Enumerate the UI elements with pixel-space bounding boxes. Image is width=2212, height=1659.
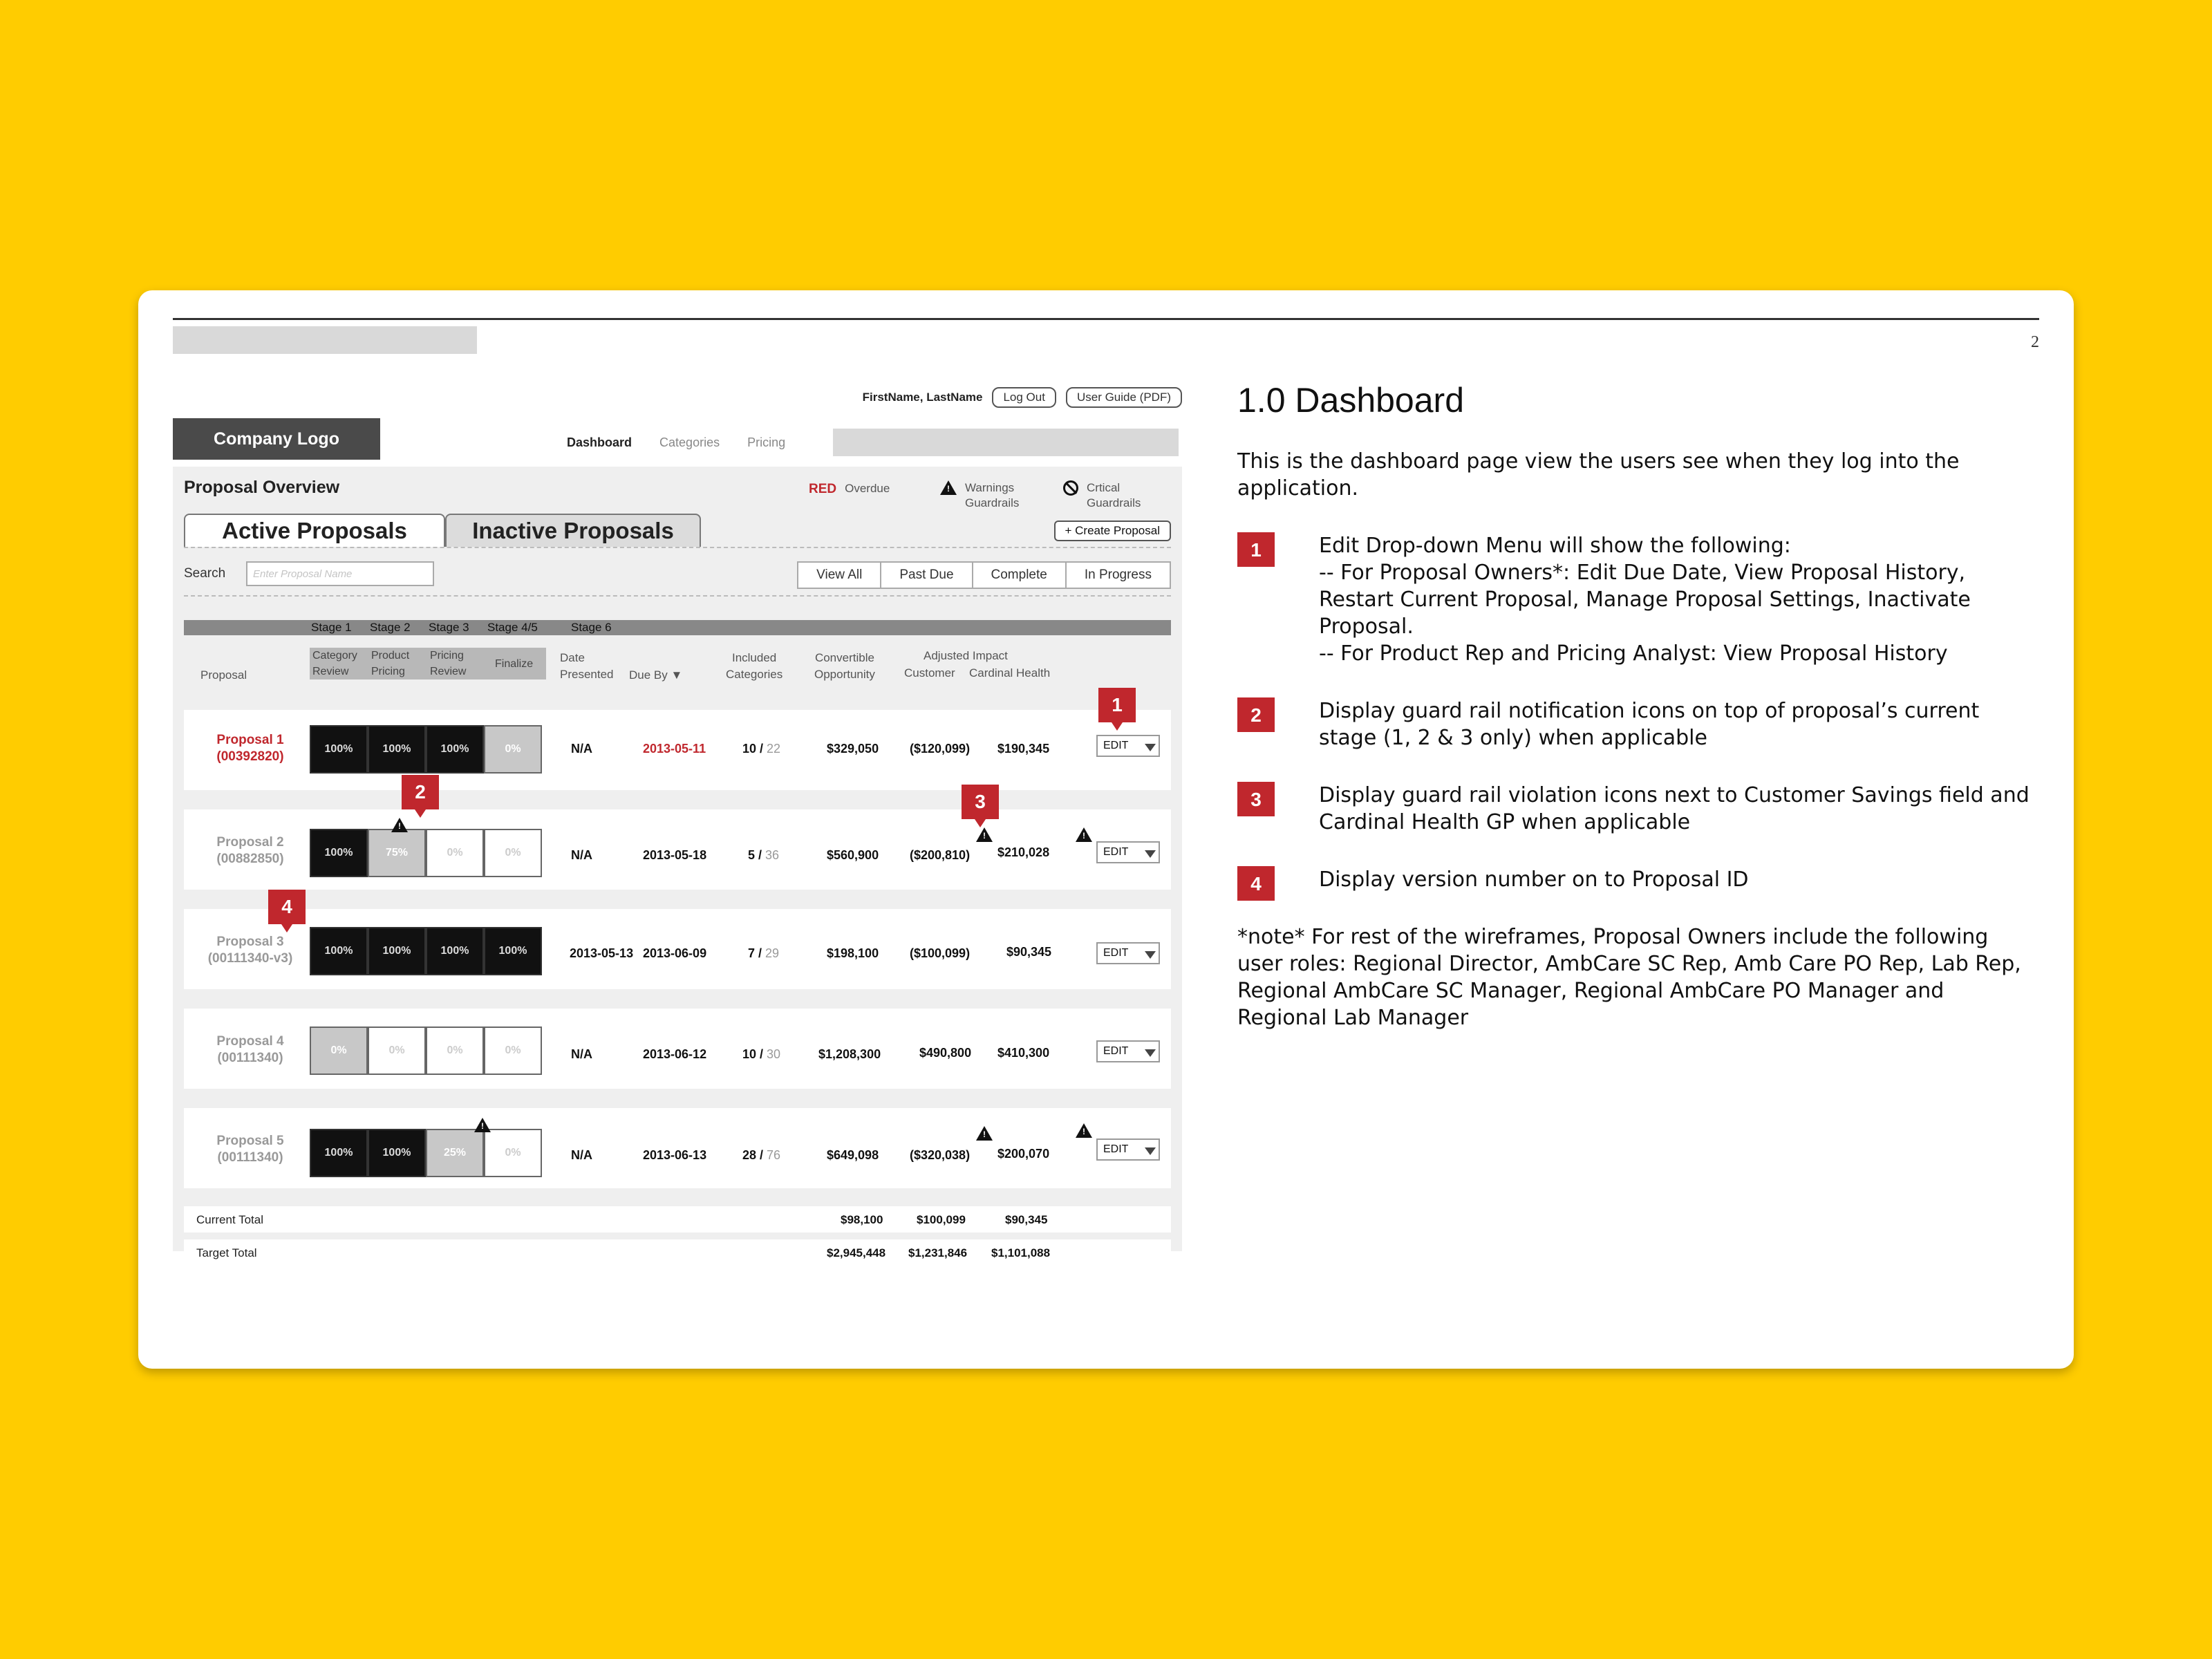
header-placeholder bbox=[173, 326, 477, 354]
edit-label: EDIT bbox=[1103, 740, 1129, 751]
note-4 bbox=[1237, 866, 2039, 893]
col-date-presented bbox=[560, 650, 614, 683]
convertible-opportunity: $560,900 bbox=[827, 848, 879, 862]
stage-cell: 0% bbox=[484, 829, 542, 877]
col-date-b: Presented bbox=[560, 668, 614, 681]
search-label: Search bbox=[184, 566, 226, 581]
target-total-customer: $1,231,846 bbox=[908, 1246, 968, 1259]
edit-label: EDIT bbox=[1103, 846, 1129, 858]
user-bar bbox=[863, 387, 1182, 408]
col-convertible bbox=[814, 650, 875, 683]
included-count: 28 / bbox=[742, 1148, 764, 1162]
logout-button[interactable]: Log Out bbox=[992, 387, 1056, 408]
col-conv-b: Opportunity bbox=[814, 668, 875, 681]
note-number: 4 bbox=[1237, 866, 1275, 901]
table-row bbox=[184, 809, 1171, 890]
legend-critical bbox=[1063, 480, 1141, 511]
edit-dropdown[interactable] bbox=[1096, 1138, 1160, 1161]
included-count: 5 / bbox=[748, 848, 762, 862]
note-line: Display version number on to Proposal ID bbox=[1319, 868, 1749, 892]
annotation-marker-1: 1 bbox=[1098, 688, 1136, 722]
date-presented: N/A bbox=[571, 1148, 592, 1162]
proposal-title: Proposal 5 bbox=[216, 1134, 284, 1148]
proposal-id: (00882850) bbox=[216, 852, 284, 866]
stage-cell: 0% bbox=[484, 725, 542, 774]
included-total: 22 bbox=[767, 742, 781, 756]
sub-review: Review bbox=[312, 666, 349, 677]
stage-cell: 100% bbox=[368, 1129, 426, 1177]
col-cardinal-health: Cardinal Health bbox=[969, 666, 1051, 679]
col-inc-a: Included bbox=[731, 651, 777, 664]
legend-critical-label: Crtical bbox=[1087, 481, 1121, 494]
included-categories bbox=[748, 848, 779, 863]
date-presented: 2013-05-13 bbox=[570, 946, 634, 960]
legend-red: RED bbox=[809, 482, 837, 496]
included-count: 10 / bbox=[742, 1047, 764, 1061]
included-count: 10 / bbox=[742, 742, 764, 756]
included-count: 7 / bbox=[748, 946, 762, 960]
cardinal-impact: $210,028 bbox=[997, 845, 1050, 859]
stage-cell: 0% bbox=[368, 1027, 426, 1075]
note-line: Display guard rail notification icons on top of proposal’s current stage (1, 2 & 3 only) when applicable bbox=[1319, 699, 1980, 750]
due-by: 2013-06-12 bbox=[643, 1047, 707, 1061]
current-total-cardinal: $90,345 bbox=[1005, 1213, 1048, 1226]
critical-icon bbox=[1063, 480, 1078, 496]
stage-cell: 100% bbox=[310, 1129, 368, 1177]
stage-45-label: Stage 4/5 bbox=[487, 621, 538, 634]
annotation-marker-4: 4 bbox=[268, 890, 306, 924]
included-categories bbox=[742, 742, 780, 756]
customer-impact: $490,800 bbox=[919, 1046, 972, 1060]
table-row bbox=[184, 1108, 1171, 1188]
col-due-by[interactable]: Due By ▼ bbox=[629, 668, 683, 682]
edit-label: EDIT bbox=[1103, 1045, 1129, 1057]
sub-product: Product bbox=[371, 650, 410, 662]
note-2 bbox=[1237, 697, 2039, 751]
stage-cell: 0% bbox=[484, 1129, 542, 1177]
stage-cell: 25% bbox=[426, 1129, 484, 1177]
proposal-id: (00392820) bbox=[216, 749, 284, 764]
proposal-overview-panel bbox=[173, 467, 1182, 1259]
overview-title: Proposal Overview bbox=[184, 478, 340, 497]
annotation-marker-2: 2 bbox=[402, 775, 439, 809]
stage-2-label: Stage 2 bbox=[370, 621, 411, 634]
convertible-opportunity: $198,100 bbox=[827, 946, 879, 960]
note-line: -- For Proposal Owners*: Edit Due Date, View Proposal History, Restart Current Proposal, Manage Proposal Settings, Inactivate Proposal. bbox=[1319, 561, 1971, 639]
proposal-title: Proposal 3 bbox=[216, 935, 284, 949]
filter-complete[interactable]: Complete bbox=[972, 563, 1065, 588]
edit-label: EDIT bbox=[1103, 1143, 1129, 1155]
convertible-opportunity: $329,050 bbox=[827, 742, 879, 756]
col-adjusted-impact: Adjusted Impact bbox=[924, 649, 1008, 662]
sub-category: Category bbox=[312, 650, 357, 662]
legend-critical-sub: Guardrails bbox=[1087, 496, 1141, 509]
note-1 bbox=[1237, 532, 2039, 667]
stage-cell: 100% bbox=[310, 829, 368, 877]
sub-pricing: Pricing bbox=[371, 666, 405, 677]
top-rule bbox=[173, 318, 2039, 320]
caret-down-icon bbox=[1145, 744, 1156, 751]
col-date-a: Date bbox=[560, 651, 585, 664]
included-total: 30 bbox=[767, 1047, 781, 1061]
target-total-cardinal: $1,101,088 bbox=[991, 1246, 1051, 1259]
stage-cell: 100% bbox=[310, 927, 368, 975]
due-by: 2013-06-13 bbox=[643, 1148, 707, 1162]
note-number: 3 bbox=[1237, 782, 1275, 816]
proposal-id: (00111340) bbox=[217, 1150, 283, 1165]
sub-pricing-2: Pricing bbox=[430, 650, 464, 662]
warning-icon bbox=[1076, 827, 1092, 842]
status-filters bbox=[797, 561, 1171, 589]
page-number: 2 bbox=[2031, 333, 2039, 351]
table-row bbox=[184, 710, 1171, 790]
tab-active-proposals[interactable]: Active Proposals bbox=[184, 514, 445, 547]
target-total-row bbox=[184, 1239, 1171, 1263]
doc-footnote: *note* For rest of the wireframes, Proposal Owners include the following user roles: Regional Director, AmbCare SC Rep, Amb Care PO Rep, Lab Rep, Regional AmbCare SC Manager, Regional AmbCare PO Manager and Regional Lab Manager bbox=[1237, 925, 2021, 1030]
proposal-name[interactable] bbox=[195, 1033, 306, 1067]
warning-icon bbox=[976, 827, 993, 842]
date-presented: N/A bbox=[571, 848, 592, 862]
stage-cell: 75% bbox=[368, 829, 426, 877]
wireframe-sheet bbox=[138, 290, 2074, 1369]
stage-cell: 0% bbox=[426, 829, 484, 877]
cardinal-impact: $190,345 bbox=[997, 742, 1050, 756]
legend-warnings-sub: Guardrails bbox=[965, 496, 1020, 509]
stage-cell: 100% bbox=[426, 927, 484, 975]
caret-down-icon bbox=[1145, 1049, 1156, 1057]
search-divider bbox=[184, 595, 1171, 597]
convertible-opportunity: $649,098 bbox=[827, 1148, 879, 1162]
proposal-name[interactable] bbox=[195, 732, 306, 765]
proposal-name[interactable] bbox=[195, 934, 306, 967]
create-proposal-button[interactable]: + Create Proposal bbox=[1054, 521, 1172, 541]
table-row bbox=[184, 909, 1171, 989]
cardinal-impact: $200,070 bbox=[997, 1147, 1050, 1161]
note-3 bbox=[1237, 782, 2039, 836]
legend-overdue-label: Overdue bbox=[845, 482, 890, 495]
edit-label: EDIT bbox=[1103, 947, 1129, 959]
warning-icon bbox=[976, 1126, 993, 1141]
warning-icon bbox=[1076, 1123, 1092, 1138]
due-by: 2013-05-18 bbox=[643, 848, 707, 862]
stage-6-label: Stage 6 bbox=[571, 621, 612, 634]
proposal-name[interactable] bbox=[195, 834, 306, 868]
user-name: FirstName, LastName bbox=[862, 391, 983, 404]
current-total-label: Current Total bbox=[196, 1213, 264, 1226]
cardinal-impact: $410,300 bbox=[997, 1046, 1050, 1060]
col-included bbox=[726, 650, 782, 683]
stage-cell: 0% bbox=[426, 1027, 484, 1075]
due-by: 2013-05-11 bbox=[643, 742, 706, 756]
main-nav bbox=[567, 435, 785, 450]
user-guide-button[interactable]: User Guide (PDF) bbox=[1066, 387, 1182, 408]
stage-cell: 100% bbox=[310, 725, 368, 774]
edit-dropdown[interactable] bbox=[1096, 841, 1160, 863]
tab-inactive-proposals[interactable]: Inactive Proposals bbox=[445, 514, 701, 547]
sub-category-review bbox=[312, 648, 357, 679]
proposal-title: Proposal 4 bbox=[216, 1034, 284, 1049]
filter-view-all[interactable]: View All bbox=[816, 568, 863, 582]
stage-3-label: Stage 3 bbox=[429, 621, 469, 634]
caret-down-icon bbox=[1145, 850, 1156, 858]
nav-placeholder bbox=[833, 429, 1179, 456]
search-input[interactable] bbox=[246, 561, 434, 586]
customer-impact: ($120,099) bbox=[910, 742, 971, 756]
doc-title: 1.0 Dashboard bbox=[1237, 381, 1465, 420]
edit-dropdown[interactable] bbox=[1096, 942, 1160, 964]
stage-1-label: Stage 1 bbox=[311, 621, 352, 634]
warning-icon bbox=[940, 480, 957, 495]
sub-review-2: Review bbox=[430, 666, 467, 677]
col-conv-a: Convertible bbox=[814, 651, 874, 664]
nav-categories[interactable]: Categories bbox=[659, 435, 720, 449]
nav-pricing[interactable]: Pricing bbox=[747, 435, 786, 449]
note-line: -- For Product Rep and Pricing Analyst: View Proposal History bbox=[1319, 641, 1948, 666]
doc-intro: This is the dashboard page view the users see when they log into the application. bbox=[1237, 449, 1960, 500]
filter-past-due[interactable]: Past Due bbox=[880, 563, 971, 588]
caret-down-icon bbox=[1145, 1147, 1156, 1155]
target-total-convertible: $2,945,448 bbox=[827, 1246, 886, 1259]
stage-cell: 0% bbox=[484, 1027, 542, 1075]
note-line: Display guard rail violation icons next to Customer Savings field and Cardinal Health GP when applicable bbox=[1319, 783, 2030, 834]
dashboard-wireframe bbox=[173, 387, 1182, 1259]
date-presented: N/A bbox=[571, 742, 592, 756]
nav-dashboard[interactable]: Dashboard bbox=[567, 435, 632, 449]
filter-in-progress[interactable]: In Progress bbox=[1065, 563, 1170, 588]
stage-cell: 100% bbox=[484, 927, 542, 975]
sub-product-pricing bbox=[371, 648, 409, 679]
note-number: 2 bbox=[1237, 697, 1275, 732]
legend-overdue bbox=[809, 482, 890, 497]
customer-impact: ($100,099) bbox=[910, 946, 971, 960]
warning-icon bbox=[391, 818, 408, 832]
customer-impact: ($200,810) bbox=[910, 848, 971, 862]
due-by: 2013-06-09 bbox=[643, 946, 707, 960]
included-categories bbox=[742, 1148, 780, 1163]
annotation-notes bbox=[1237, 380, 2039, 1031]
caret-down-icon bbox=[1145, 951, 1156, 959]
date-presented: N/A bbox=[571, 1047, 592, 1061]
legend-warnings-label: Warnings bbox=[965, 481, 1015, 494]
note-line: Edit Drop-down Menu will show the following: bbox=[1319, 534, 1791, 558]
proposal-name[interactable] bbox=[195, 1133, 306, 1166]
stage-cell: 0% bbox=[310, 1027, 368, 1075]
edit-dropdown[interactable] bbox=[1096, 1040, 1160, 1062]
proposal-id: (00111340-v3) bbox=[207, 951, 293, 966]
col-inc-b: Categories bbox=[726, 668, 783, 681]
proposal-title: Proposal 2 bbox=[216, 835, 284, 850]
warning-icon bbox=[474, 1118, 491, 1132]
stage-cell: 100% bbox=[368, 927, 426, 975]
company-logo: Company Logo bbox=[173, 418, 380, 460]
edit-dropdown[interactable] bbox=[1096, 735, 1160, 757]
included-categories bbox=[742, 1047, 780, 1062]
included-total: 29 bbox=[765, 946, 780, 960]
included-categories bbox=[748, 946, 779, 961]
stage-cell: 100% bbox=[426, 725, 484, 774]
annotation-marker-3: 3 bbox=[962, 785, 999, 819]
table-row bbox=[184, 1009, 1171, 1089]
col-customer: Customer bbox=[904, 666, 955, 679]
legend-warnings bbox=[940, 480, 1019, 511]
col-proposal: Proposal bbox=[200, 668, 247, 682]
convertible-opportunity: $1,208,300 bbox=[818, 1047, 881, 1061]
included-total: 36 bbox=[765, 848, 780, 862]
sub-pricing-review bbox=[430, 648, 466, 679]
proposal-id: (00111340) bbox=[217, 1051, 283, 1065]
sub-finalize: Finalize bbox=[495, 658, 534, 670]
customer-impact: ($320,038) bbox=[910, 1148, 971, 1162]
current-total-convertible: $98,100 bbox=[841, 1213, 883, 1226]
proposal-title: Proposal 1 bbox=[216, 733, 284, 747]
note-number: 1 bbox=[1237, 532, 1275, 567]
stage-cell: 100% bbox=[368, 725, 426, 774]
tab-divider bbox=[184, 547, 1171, 548]
current-total-row bbox=[184, 1206, 1171, 1232]
current-total-customer: $100,099 bbox=[917, 1213, 966, 1226]
target-total-label: Target Total bbox=[196, 1246, 257, 1259]
cardinal-impact: $90,345 bbox=[1006, 945, 1052, 959]
included-total: 76 bbox=[767, 1148, 781, 1162]
